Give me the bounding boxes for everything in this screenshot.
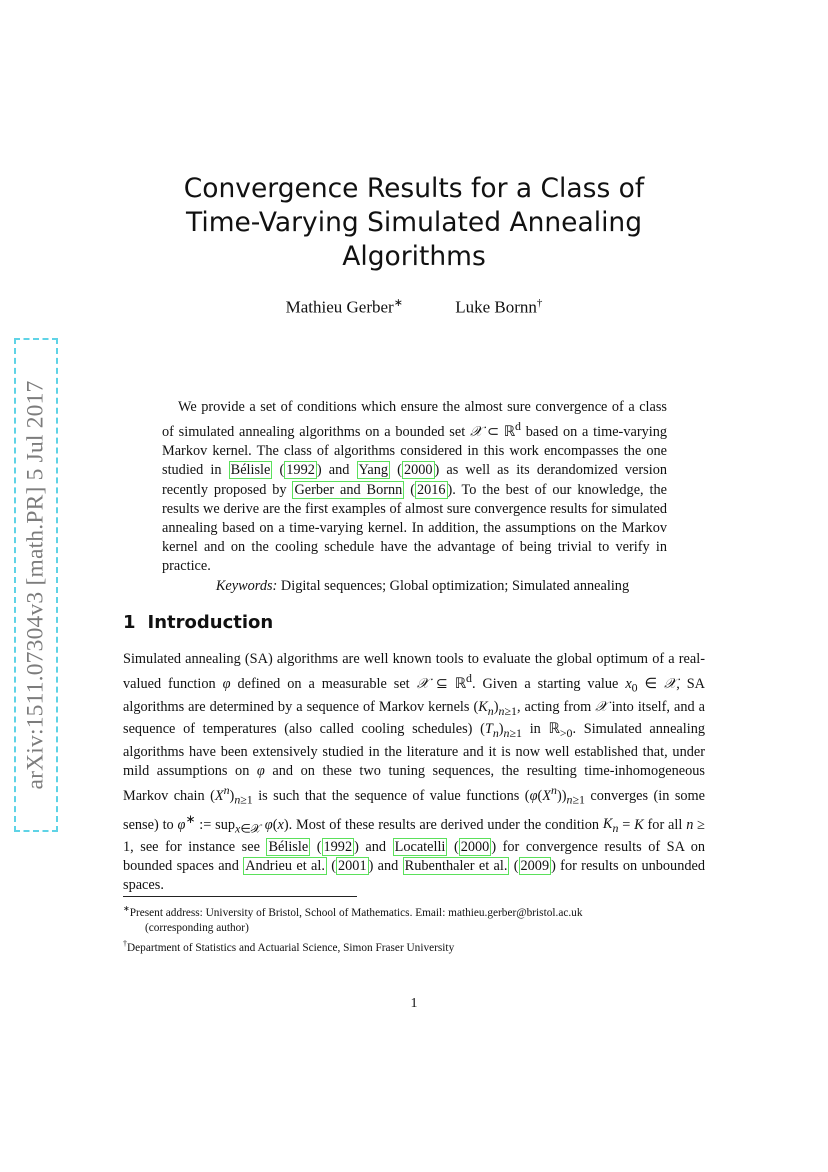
- section-title: Introduction: [147, 612, 274, 633]
- keywords-label: Keywords:: [215, 577, 278, 594]
- section-number: 1: [123, 612, 136, 633]
- author-2-mark: †: [536, 297, 543, 309]
- footnote-2-text: Department of Statistics and Actuarial Science, Simon Fraser University: [127, 941, 455, 954]
- citation-link[interactable]: 2016: [416, 481, 446, 498]
- footnote-1-text: Present address: University of Bristol, School of Mathematics. Email: mathieu.gerber@bristol.ac.uk: [129, 906, 583, 919]
- footnote-2: [123, 936, 705, 956]
- title-line-1: Convergence Results for a Class of: [183, 173, 645, 204]
- citation-link[interactable]: Bélisle: [268, 839, 309, 856]
- arxiv-stamp: [14, 338, 58, 832]
- keywords: [162, 577, 667, 596]
- footnote-1-continued: (corresponding author): [145, 921, 249, 934]
- paper-title: [122, 172, 706, 274]
- author-1: [286, 296, 403, 318]
- author-1-mark: ∗: [393, 297, 403, 309]
- intro-paragraph: Simulated annealing (SA) algorithms are well known tools to evaluate the global optimum of a real-valued function φ defined on a measurable set 𝒳 ⊆ ℝ$^d$. Given a starting value $x_0$ ∈ 𝒳, SA algorithms are determined by a sequence of Markov kernels $(K_n)_{n\ge 1}$, acting from 𝒳 into itself, and a sequence of temperatures (also called cooling schedules) $(T_n)_{n\ge 1}$ in ℝ$_{>0}$. Simulated annealing algorithms have been extensively studied in the literature and it is now well established that, under mild assumptions on φ and on these two tuning sequences, the resulting time-inhomogeneous Markov chain $(X^n)_{n\ge 1}$ is such that the sequence of value functions $(\varphi(X^n))_{n\ge 1}$ converges (in some sense) to φ∗ := sup$_{x\in 𝒳}$ φ(x). Most of these results are derived under the condition $K_n = K$ for all n ≥ 1, see for instance see Bélisle ( 1992 ) and Locatelli ( 2000 ) for convergence results of SA on bounded spaces and Andrieu et al. ( 2001 ) and Rubenthaler et al. ( 2009 ) for results on unbounded spaces.: [123, 651, 706, 894]
- citation-link[interactable]: 2000: [403, 462, 433, 479]
- author-2: [455, 297, 542, 318]
- abstract-text: We provide a set of conditions which ensure the almost sure convergence of a class of simulated annealing algorithms on a bounded set 𝒳 ⊂ ℝ$^d$ based on a time-varying Markov kernel. The class of algorithms considered in this work encompasses the one studied in Bélisle ( 1992 ) and Yang ( 2000 ) as well as its derandomized version recently proposed by Gerber and Bornn ( 2016 ). To the best of our knowledge, the results we derive are the first examples of almost sure convergence results for simulated annealing based on a time-varying kernel. In addition, the assumptions on the Markov kernel and on the cooling schedule have the advantage of being trivial to verify in practice.: [162, 399, 667, 575]
- title-line-2: Time-Varying Simulated Annealing: [185, 207, 643, 238]
- citation-link[interactable]: Andrieu et al.: [245, 858, 325, 875]
- abstract: [162, 398, 667, 596]
- footnote-1: [123, 901, 705, 921]
- keywords-text: Digital sequences; Global optimization; Simulated annealing: [280, 577, 630, 594]
- citation-link[interactable]: Bélisle: [230, 462, 271, 479]
- title-line-3: Algorithms: [342, 241, 486, 272]
- citation-link[interactable]: 2001: [338, 858, 367, 875]
- citation-link[interactable]: Rubenthaler et al.: [404, 858, 508, 875]
- author-list: [122, 296, 706, 318]
- author-1-name: Mathieu Gerber: [285, 297, 394, 317]
- citation-link[interactable]: Locatelli: [394, 839, 446, 856]
- footnote-1-mark: ∗: [123, 904, 130, 913]
- footnote-2-mark: †: [123, 938, 127, 948]
- citation-link[interactable]: Yang: [358, 462, 389, 479]
- section-heading: [123, 612, 273, 633]
- citation-link[interactable]: 2000: [460, 839, 490, 856]
- author-2-name: Luke Bornn: [455, 297, 537, 317]
- citation-link[interactable]: 1992: [323, 839, 353, 856]
- footnote-rule: [123, 896, 357, 897]
- footnotes: [123, 901, 705, 956]
- citation-link[interactable]: 1992: [286, 462, 315, 479]
- citation-link[interactable]: Gerber and Bornn: [294, 481, 403, 498]
- citation-link[interactable]: 2009: [520, 858, 550, 875]
- page-number: 1: [410, 996, 418, 1011]
- arxiv-id: arXiv:1511.07304v3 [math.PR] 5 Jul 2017: [22, 380, 49, 790]
